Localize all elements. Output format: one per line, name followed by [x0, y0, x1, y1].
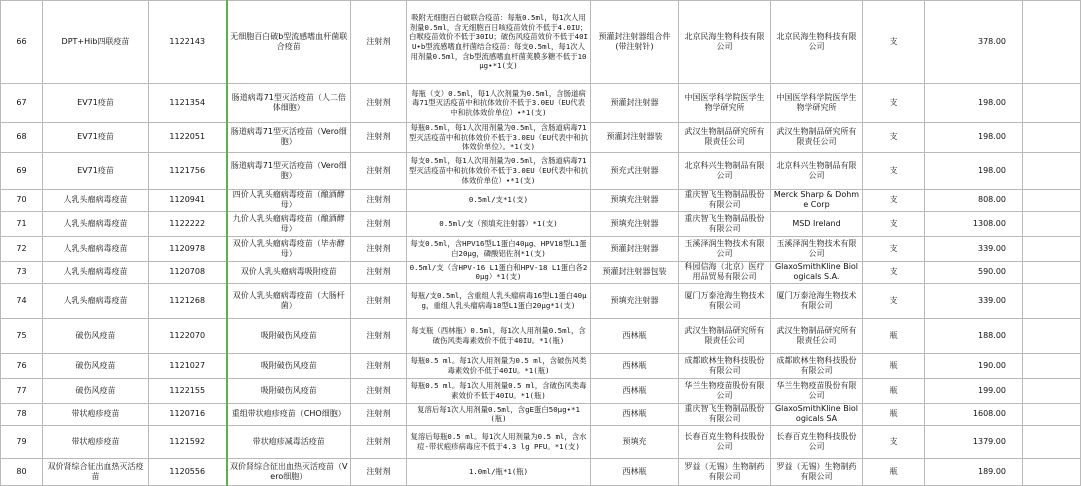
cell-price[interactable]: 378.00	[925, 1, 1023, 84]
cell-unit[interactable]: 支	[863, 211, 925, 236]
cell-generic-name[interactable]: 无细胞百白破b型流感嗜血杆菌联合疫苗	[227, 1, 351, 84]
cell-vaccine-name[interactable]: 双价肾综合征出血热灭活疫苗	[43, 458, 149, 485]
cell-empty[interactable]	[1023, 353, 1081, 378]
cell-manufacturer[interactable]: 成都欧林生物科技股份有限公司	[679, 353, 771, 378]
table-row	[1, 403, 1081, 425]
cell-unit[interactable]: 支	[863, 84, 925, 123]
cell-dosage-form[interactable]: 注射剂	[351, 236, 407, 261]
cell-packaging[interactable]: 西林瓶	[591, 458, 679, 485]
cell-manufacturer[interactable]: 罗益（无锡）生物制药有限公司	[679, 458, 771, 485]
cell-unit[interactable]: 支	[863, 261, 925, 283]
cell-row-number[interactable]: 78	[1, 403, 43, 425]
cell-generic-name[interactable]: 吸附破伤风疫苗	[227, 378, 351, 403]
cell-specification[interactable]: 每瓶/支0.5ml，含重组人乳头瘤病毒16型L1蛋白40μg，重组人乳头瘤病毒18型L1蛋白20μg*1(支)	[407, 283, 591, 318]
cell-row-number[interactable]: 76	[1, 353, 43, 378]
cell-generic-name[interactable]: 肠道病毒71型灭活疫苗（Vero细胞）	[227, 152, 351, 189]
cell-dosage-form[interactable]: 注射剂	[351, 261, 407, 283]
cell-generic-name[interactable]: 双价肾综合征出血热灭活疫苗（Vero细胞）	[227, 458, 351, 485]
cell-vaccine-name[interactable]: 人乳头瘤病毒疫苗	[43, 283, 149, 318]
cell-dosage-form[interactable]: 注射剂	[351, 1, 407, 84]
cell-manufacturer[interactable]: 武汉生物制品研究所有限责任公司	[679, 123, 771, 153]
cell-packaging[interactable]: 西林瓶	[591, 378, 679, 403]
cell-empty[interactable]	[1023, 318, 1081, 353]
cell-vaccine-name[interactable]: 人乳头瘤病毒疫苗	[43, 211, 149, 236]
table-row	[1, 1, 1081, 84]
cell-license-holder[interactable]: 北京科兴生物制品有限公司	[771, 152, 863, 189]
cell-packaging[interactable]: 预灌封注射器	[591, 84, 679, 123]
cell-specification[interactable]: 复溶后每1次人用剂量0.5ml，含gE蛋白50μg•*1(瓶)	[407, 403, 591, 425]
cell-license-holder[interactable]: GlaxoSmithKline Biologicals S.A.	[771, 261, 863, 283]
cell-generic-name[interactable]: 带状疱疹减毒活疫苗	[227, 425, 351, 458]
cell-price[interactable]: 198.00	[925, 152, 1023, 189]
cell-generic-name[interactable]: 双价人乳头瘤病毒疫苗（大肠杆菌）	[227, 283, 351, 318]
table-row	[1, 123, 1081, 153]
cell-specification[interactable]: 每支0.5ml，含HPV16型L1蛋白40μg、HPV18型L1蛋白20μg，磷酸铝佐剂*1(支)	[407, 236, 591, 261]
cell-row-number[interactable]: 74	[1, 283, 43, 318]
cell-dosage-form[interactable]: 注射剂	[351, 211, 407, 236]
cell-product-code[interactable]: 1122143	[149, 1, 227, 84]
cell-manufacturer[interactable]: 北京科兴生物制品有限公司	[679, 152, 771, 189]
cell-row-number[interactable]: 75	[1, 318, 43, 353]
cell-generic-name[interactable]: 双价人乳头瘤病毒吸附疫苗	[227, 261, 351, 283]
cell-dosage-form[interactable]: 注射剂	[351, 353, 407, 378]
cell-product-code[interactable]: 1121354	[149, 84, 227, 123]
cell-empty[interactable]	[1023, 189, 1081, 211]
cell-empty[interactable]	[1023, 425, 1081, 458]
cell-row-number[interactable]: 68	[1, 123, 43, 153]
cell-manufacturer[interactable]: 玉溪泽润生物技术有限公司	[679, 236, 771, 261]
cell-row-number[interactable]: 69	[1, 152, 43, 189]
cell-license-holder[interactable]: 成都欧林生物科技股份有限公司	[771, 353, 863, 378]
cell-generic-name[interactable]: 重组带状疱疹疫苗（CHO细胞）	[227, 403, 351, 425]
cell-empty[interactable]	[1023, 403, 1081, 425]
cell-row-number[interactable]: 80	[1, 458, 43, 485]
cell-unit[interactable]: 支	[863, 152, 925, 189]
cell-manufacturer[interactable]: 长春百克生物科技股份公司	[679, 425, 771, 458]
cell-specification[interactable]: 每瓶0.5 ml。每1次人用剂量0.5 ml，含破伤风类毒素效价不低于40IU。*1(瓶)	[407, 378, 591, 403]
cell-packaging[interactable]: 预灌封注射器组合件(带注射针)	[591, 1, 679, 84]
cell-empty[interactable]	[1023, 378, 1081, 403]
cell-generic-name[interactable]: 九价人乳头瘤病毒疫苗（酿酒酵母）	[227, 211, 351, 236]
cell-unit[interactable]: 支	[863, 425, 925, 458]
cell-price[interactable]: 808.00	[925, 189, 1023, 211]
cell-vaccine-name[interactable]: EV71疫苗	[43, 152, 149, 189]
cell-product-code[interactable]: 1121268	[149, 283, 227, 318]
cell-generic-name[interactable]: 肠道病毒71型灭活疫苗（Vero细胞）	[227, 123, 351, 153]
cell-price[interactable]: 189.00	[925, 458, 1023, 485]
cell-license-holder[interactable]: GlaxoSmithKline Biologicals SA	[771, 403, 863, 425]
cell-unit[interactable]: 瓶	[863, 378, 925, 403]
cell-unit[interactable]: 支	[863, 189, 925, 211]
cell-dosage-form[interactable]: 注射剂	[351, 123, 407, 153]
cell-price[interactable]: 1379.00	[925, 425, 1023, 458]
cell-price[interactable]: 339.00	[925, 236, 1023, 261]
cell-generic-name[interactable]: 吸附破伤风疫苗	[227, 318, 351, 353]
cell-row-number[interactable]: 72	[1, 236, 43, 261]
cell-vaccine-name[interactable]: EV71疫苗	[43, 123, 149, 153]
cell-manufacturer[interactable]: 华兰生物疫苗股份有限公司	[679, 378, 771, 403]
cell-row-number[interactable]: 71	[1, 211, 43, 236]
cell-vaccine-name[interactable]: DPT+Hib四联疫苗	[43, 1, 149, 84]
cell-specification[interactable]: 0.5ml/支*1(支)	[407, 189, 591, 211]
cell-row-number[interactable]: 77	[1, 378, 43, 403]
cell-vaccine-name[interactable]: 人乳头瘤病毒疫苗	[43, 261, 149, 283]
cell-row-number[interactable]: 79	[1, 425, 43, 458]
cell-dosage-form[interactable]: 注射剂	[351, 84, 407, 123]
table-body	[1, 0, 1081, 485]
cell-product-code[interactable]: 1122222	[149, 211, 227, 236]
table-row	[1, 425, 1081, 458]
cell-empty[interactable]	[1023, 211, 1081, 236]
cell-product-code[interactable]: 1120708	[149, 261, 227, 283]
cell-license-holder[interactable]: 武汉生物制品研究所有限责任公司	[771, 123, 863, 153]
cell-manufacturer[interactable]: 重庆智飞生物制品股份有限公司	[679, 403, 771, 425]
cell-vaccine-name[interactable]: 破伤风疫苗	[43, 378, 149, 403]
cell-product-code[interactable]: 1122051	[149, 123, 227, 153]
cell-manufacturer[interactable]: 北京民海生物科技有限公司	[679, 1, 771, 84]
cell-generic-name[interactable]: 肠道病毒71型灭活疫苗（人二倍体细胞）	[227, 84, 351, 123]
table-row	[1, 189, 1081, 211]
cell-license-holder[interactable]: Merck Sharp & Dohme Corp	[771, 189, 863, 211]
cell-packaging[interactable]: 西林瓶	[591, 318, 679, 353]
cell-price[interactable]: 339.00	[925, 283, 1023, 318]
table-row	[1, 84, 1081, 123]
cell-manufacturer[interactable]: 中国医学科学院医学生物学研究所	[679, 84, 771, 123]
cell-manufacturer[interactable]: 重庆智飞生物制品股份有限公司	[679, 211, 771, 236]
table-row	[1, 211, 1081, 236]
cell-empty[interactable]	[1023, 123, 1081, 153]
cell-vaccine-name[interactable]: 破伤风疫苗	[43, 318, 149, 353]
cell-price[interactable]: 199.00	[925, 378, 1023, 403]
cell-packaging[interactable]: 预灌封注射器	[591, 236, 679, 261]
cell-dosage-form[interactable]: 注射剂	[351, 458, 407, 485]
cell-license-holder[interactable]: 北京民海生物科技有限公司	[771, 1, 863, 84]
cell-product-code[interactable]: 1120941	[149, 189, 227, 211]
cell-dosage-form[interactable]: 注射剂	[351, 403, 407, 425]
cell-license-holder[interactable]: 玉溪泽润生物技术有限公司	[771, 236, 863, 261]
cell-unit[interactable]: 瓶	[863, 403, 925, 425]
cell-row-number[interactable]: 67	[1, 84, 43, 123]
cell-manufacturer[interactable]: 武汉生物制品研究所有限责任公司	[679, 318, 771, 353]
cell-manufacturer[interactable]: 厦门万泰沧海生物技术有限公司	[679, 283, 771, 318]
table-row	[1, 152, 1081, 189]
cell-specification[interactable]: 每支瓶（西林瓶）0.5ml，每1次人用剂量0.5ml，含破伤风类毒素效价不低于40IU。*1(瓶)	[407, 318, 591, 353]
cell-specification[interactable]: 1.0ml/瓶*1(瓶)	[407, 458, 591, 485]
cell-vaccine-name[interactable]: 破伤风疫苗	[43, 353, 149, 378]
cell-generic-name[interactable]: 四价人乳头瘤病毒疫苗（酿酒酵母）	[227, 189, 351, 211]
cell-license-holder[interactable]: 华兰生物疫苗股份有限公司	[771, 378, 863, 403]
cell-product-code[interactable]: 1122070	[149, 318, 227, 353]
cell-packaging[interactable]: 西林瓶	[591, 353, 679, 378]
cell-specification[interactable]: 每瓶0.5 ml。每1次人用剂量为0.5 ml，含破伤风类毒素效价不低于40IU。*1(瓶)	[407, 353, 591, 378]
cell-empty[interactable]	[1023, 152, 1081, 189]
table-row	[1, 378, 1081, 403]
cell-row-number[interactable]: 70	[1, 189, 43, 211]
cell-specification[interactable]: 复溶后每瓶0.5 ml。每1次人用剂量为0.5 ml，含水痘-带状疱疹病毒应不低于4.3 lg PFU。*1(支)	[407, 425, 591, 458]
cell-empty[interactable]	[1023, 261, 1081, 283]
cell-product-code[interactable]: 1122155	[149, 378, 227, 403]
table-row	[1, 353, 1081, 378]
cell-license-holder[interactable]: 厦门万泰沧海生物技术有限公司	[771, 283, 863, 318]
cell-specification[interactable]: 每瓶（支）0.5ml，每1人次剂量为0.5ml，含肠道病毒71型灭活疫苗中和抗体效价不低于3.0EU（EU代表中和抗体效价单位）•*1(支)	[407, 84, 591, 123]
cell-unit[interactable]: 瓶	[863, 353, 925, 378]
cell-dosage-form[interactable]: 注射剂	[351, 283, 407, 318]
cell-dosage-form[interactable]: 注射剂	[351, 318, 407, 353]
cell-specification[interactable]: 每瓶0.5ml，每1人次用剂量为0.5ml，含肠道病毒71型灭活疫苗中和抗体效价不低于3.0EU（EU代表中和抗体效价单位）。*1(支)	[407, 123, 591, 153]
cell-dosage-form[interactable]: 注射剂	[351, 189, 407, 211]
cell-product-code[interactable]: 1121027	[149, 353, 227, 378]
cell-row-number[interactable]: 73	[1, 261, 43, 283]
cell-unit[interactable]: 瓶	[863, 318, 925, 353]
cell-specification[interactable]: 0.5ml/支（含HPV-16 L1蛋白和HPV-18 L1蛋白各20μg）*1(支)	[407, 261, 591, 283]
table-row	[1, 283, 1081, 318]
cell-empty[interactable]	[1023, 236, 1081, 261]
cell-price[interactable]: 190.00	[925, 353, 1023, 378]
cell-empty[interactable]	[1023, 283, 1081, 318]
table-row	[1, 261, 1081, 283]
cell-packaging[interactable]: 预灌封注射器包装	[591, 261, 679, 283]
cell-price[interactable]: 1308.00	[925, 211, 1023, 236]
table-row	[1, 236, 1081, 261]
table-row	[1, 318, 1081, 353]
cell-unit[interactable]: 瓶	[863, 458, 925, 485]
cell-license-holder[interactable]: 罗益（无锡）生物制药有限公司	[771, 458, 863, 485]
cell-license-holder[interactable]: 武汉生物制品研究所有限责任公司	[771, 318, 863, 353]
cell-generic-name[interactable]: 吸附破伤风疫苗	[227, 353, 351, 378]
cell-manufacturer[interactable]: 科园信海（北京）医疗用品贸易有限公司	[679, 261, 771, 283]
cell-product-code[interactable]: 1120978	[149, 236, 227, 261]
cell-product-code[interactable]: 1120716	[149, 403, 227, 425]
cell-license-holder[interactable]: MSD Ireland	[771, 211, 863, 236]
cell-packaging[interactable]: 预填充注射器	[591, 211, 679, 236]
cell-packaging[interactable]: 预填充	[591, 425, 679, 458]
cell-price[interactable]: 198.00	[925, 123, 1023, 153]
cell-dosage-form[interactable]: 注射剂	[351, 425, 407, 458]
cell-packaging[interactable]: 预充式注射器	[591, 152, 679, 189]
cell-unit[interactable]: 支	[863, 1, 925, 84]
cell-price[interactable]: 590.00	[925, 261, 1023, 283]
cell-specification[interactable]: 每支0.5ml，每1人次用剂量为0.5ml，含肠道病毒71型灭活疫苗中和抗体效价不低于3.0EU（EU代表中和抗体效价单位）•*1(支)	[407, 152, 591, 189]
cell-vaccine-name[interactable]: 人乳头瘤病毒疫苗	[43, 236, 149, 261]
cell-price[interactable]: 1608.00	[925, 403, 1023, 425]
cell-specification[interactable]: 吸附无细胞百白破联合疫苗：每瓶0.5ml，每1次人用剂量0.5ml，含无细胞百日咳疫苗效价不低于4.0IU；白喉疫苗效价不低于30IU；破伤风疫苗效价不低于40IU•b型流感嗜血杆菌结合疫苗：每支0.5ml，每1次人用剂量0.5ml，含b型流感嗜血杆菌荚膜多糖不低于10μg•*1(支)	[407, 1, 591, 84]
cell-packaging[interactable]: 预填充注射器	[591, 189, 679, 211]
cell-price[interactable]: 198.00	[925, 84, 1023, 123]
cell-unit[interactable]: 支	[863, 236, 925, 261]
cell-vaccine-name[interactable]: 带状疱疹疫苗	[43, 403, 149, 425]
cell-product-code[interactable]: 1121592	[149, 425, 227, 458]
cell-license-holder[interactable]: 中国医学科学院医学生物学研究所	[771, 84, 863, 123]
cell-manufacturer[interactable]: 重庆智飞生物制品股份有限公司	[679, 189, 771, 211]
cell-generic-name[interactable]: 双价人乳头瘤病毒疫苗（毕赤酵母）	[227, 236, 351, 261]
cell-packaging[interactable]: 西林瓶	[591, 403, 679, 425]
table-row	[1, 458, 1081, 485]
cell-license-holder[interactable]: 长春百克生物科技股份公司	[771, 425, 863, 458]
cell-vaccine-name[interactable]: EV71疫苗	[43, 84, 149, 123]
cell-vaccine-name[interactable]: 带状疱疹疫苗	[43, 425, 149, 458]
cell-vaccine-name[interactable]: 人乳头瘤病毒疫苗	[43, 189, 149, 211]
cell-product-code[interactable]: 1120556	[149, 458, 227, 485]
cell-product-code[interactable]: 1121756	[149, 152, 227, 189]
cell-dosage-form[interactable]: 注射剂	[351, 152, 407, 189]
cell-packaging[interactable]: 预填充注射器	[591, 283, 679, 318]
cell-row-number[interactable]: 66	[1, 1, 43, 84]
cell-empty[interactable]	[1023, 84, 1081, 123]
cell-empty[interactable]	[1023, 1, 1081, 84]
cell-empty[interactable]	[1023, 458, 1081, 485]
cell-unit[interactable]: 支	[863, 123, 925, 153]
cell-packaging[interactable]: 预灌封注射器装	[591, 123, 679, 153]
cell-unit[interactable]: 支	[863, 283, 925, 318]
cell-price[interactable]: 188.00	[925, 318, 1023, 353]
cell-specification[interactable]: 0.5ml/支（预填充注射器）*1(支)	[407, 211, 591, 236]
cell-dosage-form[interactable]: 注射剂	[351, 378, 407, 403]
